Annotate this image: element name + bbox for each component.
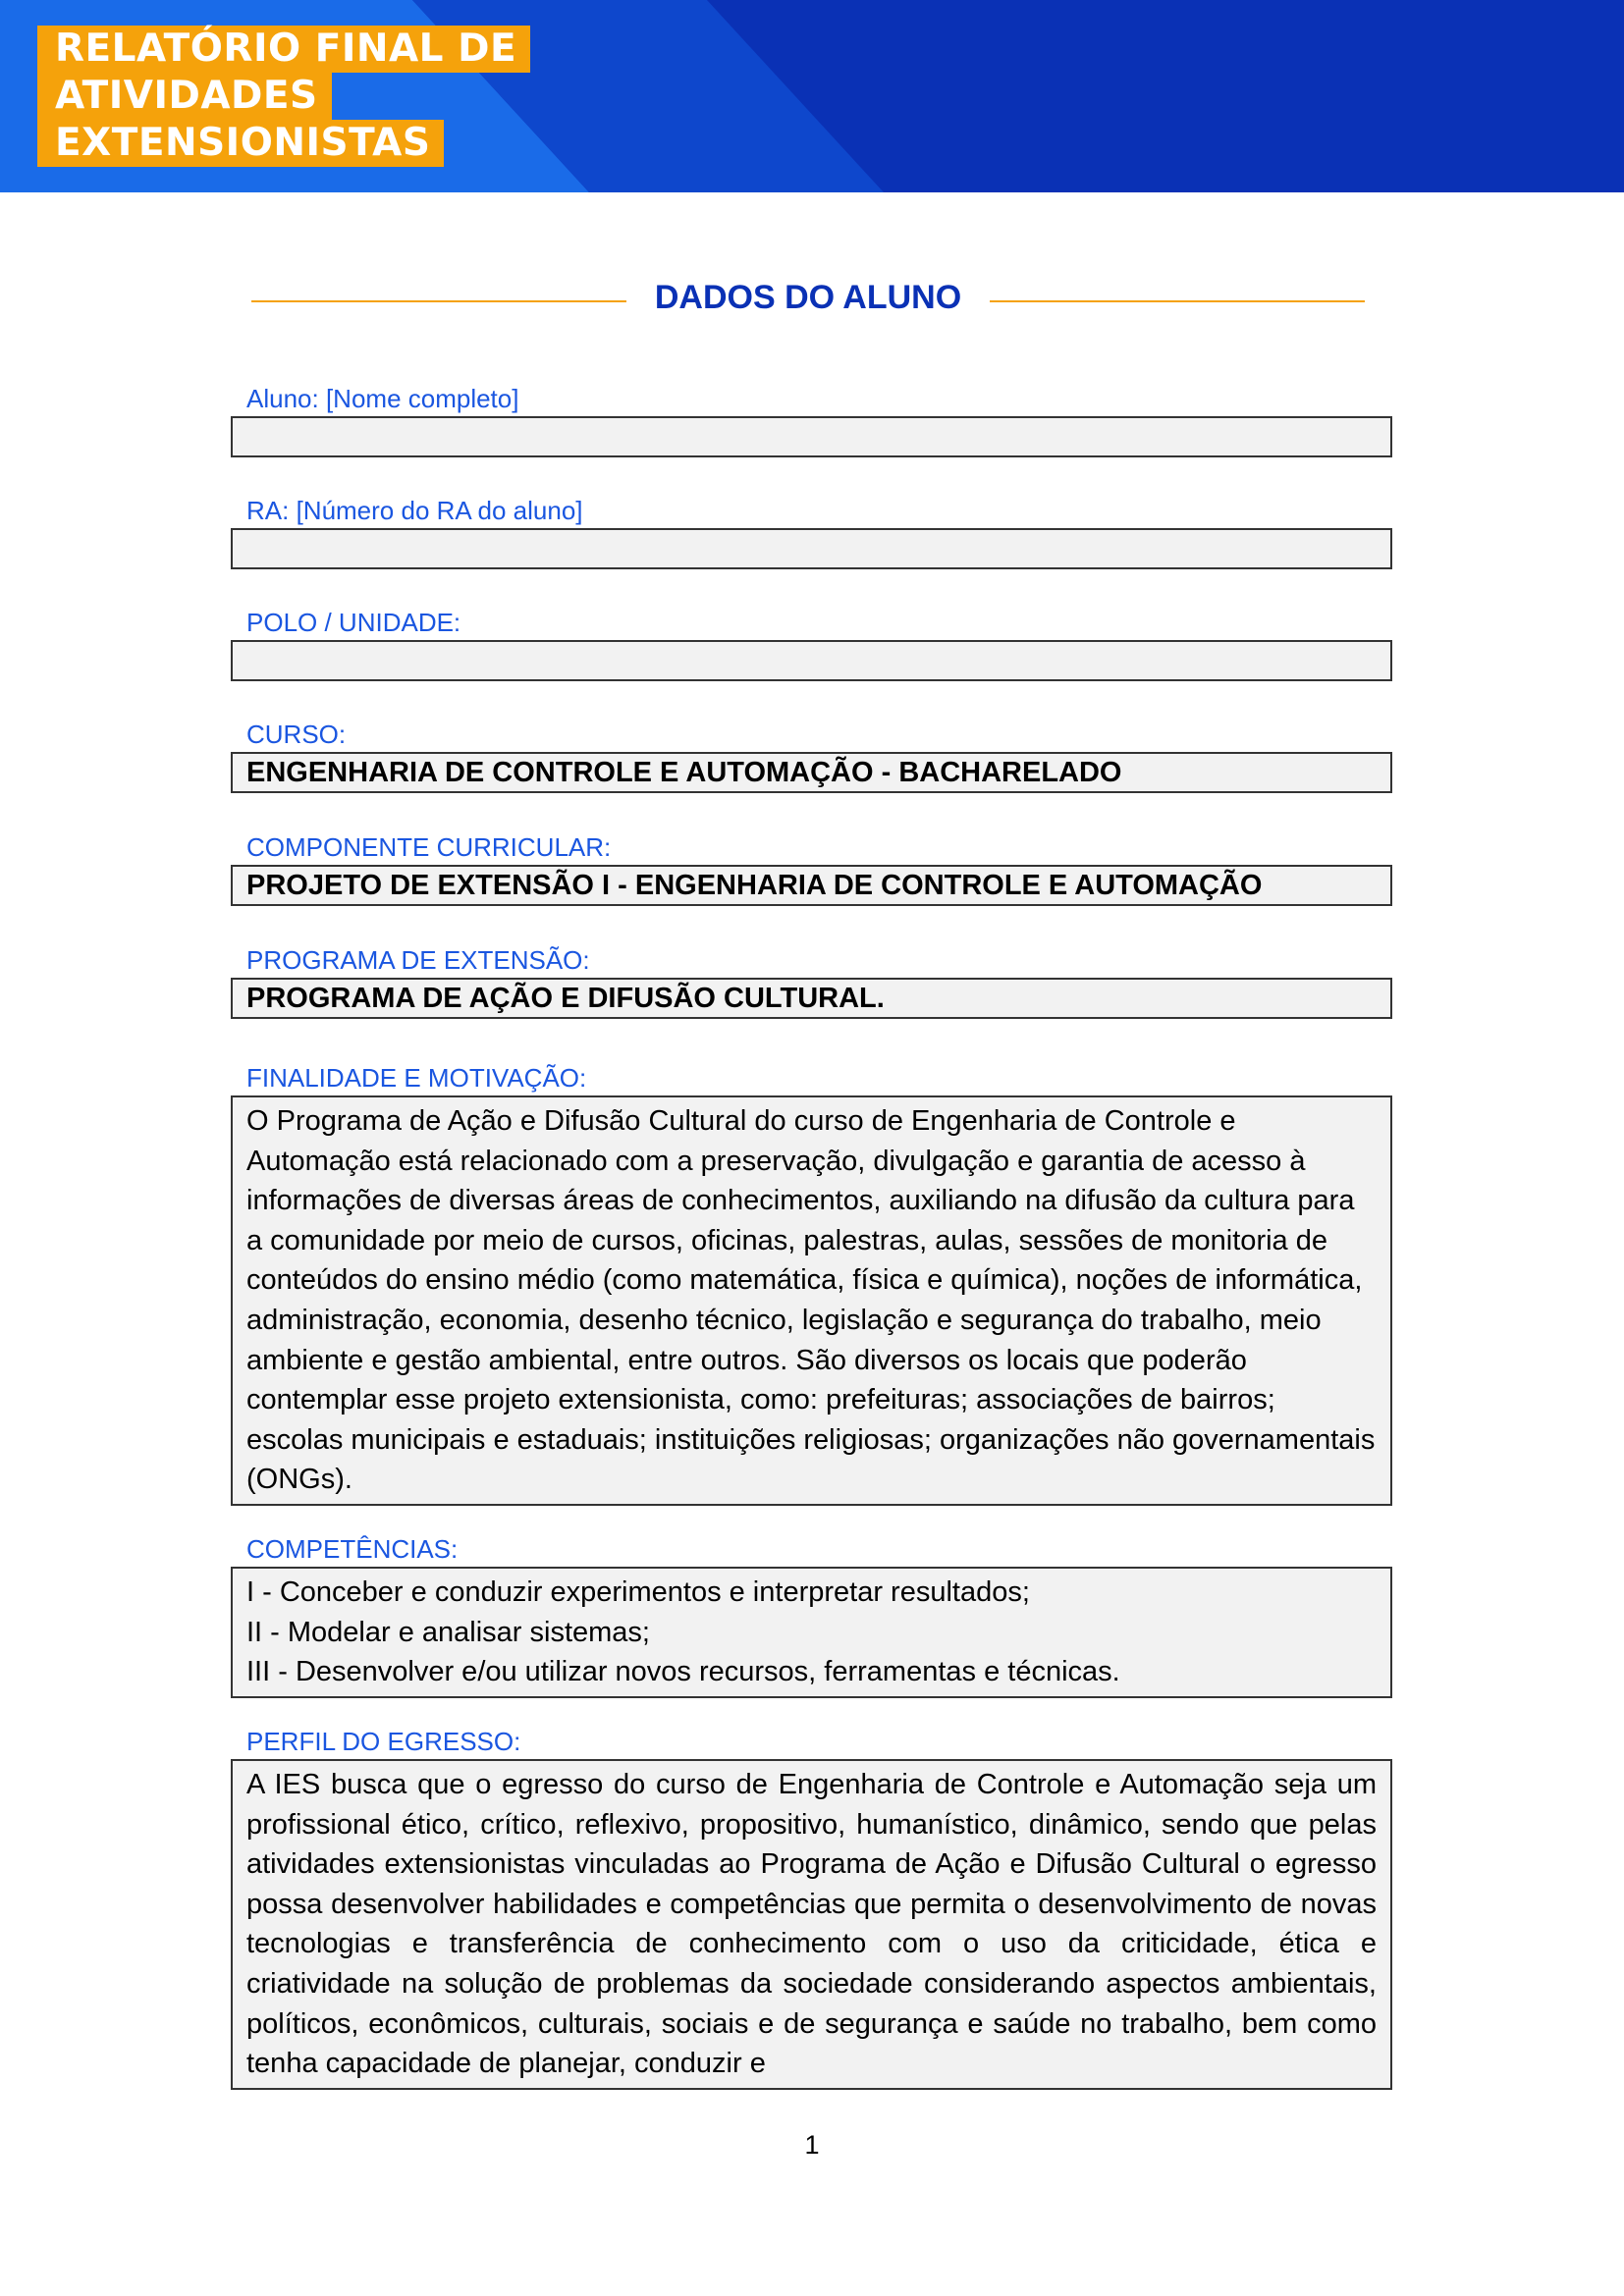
perfil-label: PERFIL DO EGRESSO:: [246, 1727, 521, 1756]
field-perfil: [231, 1724, 1392, 2090]
report-title-line-2: ATIVIDADES: [37, 73, 332, 120]
programa-label: PROGRAMA DE EXTENSÃO:: [246, 945, 590, 975]
header-banner: [0, 0, 1624, 192]
polo-input[interactable]: [231, 640, 1392, 681]
competencia-item-2: II - Modelar e analisar sistemas;: [246, 1616, 650, 1648]
programa-value: PROGRAMA DE AÇÃO E DIFUSÃO CULTURAL.: [231, 978, 1392, 1019]
polo-label: POLO / UNIDADE:: [246, 608, 461, 637]
field-programa: [231, 942, 1392, 1019]
field-finalidade: [231, 1060, 1392, 1506]
report-title-line-1: RELATÓRIO FINAL DE: [37, 26, 530, 73]
competencias-list: [231, 1567, 1392, 1698]
competencias-label: COMPETÊNCIAS:: [246, 1534, 459, 1564]
finalidade-label: FINALIDADE E MOTIVAÇÃO:: [246, 1063, 587, 1093]
aluno-input[interactable]: [231, 416, 1392, 457]
field-competencias: [231, 1531, 1392, 1698]
curso-value: ENGENHARIA DE CONTROLE E AUTOMAÇÃO - BACHARELADO: [231, 752, 1392, 793]
curso-label: CURSO:: [246, 720, 347, 749]
competencia-item-3: III - Desenvolver e/ou utilizar novos recursos, ferramentas e técnicas.: [246, 1656, 1120, 1688]
report-title: [37, 26, 530, 167]
competencia-item-1: I - Conceber e conduzir experimentos e interpretar resultados;: [246, 1576, 1030, 1608]
field-curso: [231, 717, 1392, 793]
finalidade-text: O Programa de Ação e Difusão Cultural do curso de Engenharia de Controle e Automação está relacionado com a preservação, divulgação e garantia de acesso à informações de diversas áreas de conhecimentos, auxiliando na difusão da cultura para a comunidade por meio de cursos, oficinas, palestras, aulas, sessões de monitoria de conteúdos do ensino médio (como matemática, física e química), noções de informática, administração, economia, desenho técnico, legislação e segurança do trabalho, meio ambiente e gestão ambiental, entre outros. São diversos os locais que poderão contemplar esse projeto extensionista, como: prefeituras; associações de bairros; escolas municipais e estaduais; instituições religiosas; organizações não governamentais (ONGs).: [231, 1095, 1392, 1506]
perfil-text: A IES busca que o egresso do curso de Engenharia de Controle e Automação seja um profissional ético, crítico, reflexivo, propositivo, humanístico, dinâmico, sendo que pelas atividades extensionistas vinculadas ao Programa de Ação e Difusão Cultural o egresso possa desenvolver habilidades e competências que permita o desenvolvimento de novas tecnologias e transferência de conhecimento com o uso da criticidade, ética e criatividade na solução de problemas da sociedade considerando aspectos ambientais, políticos, econômicos, culturais, sociais e de segurança e saúde no trabalho, bem como tenha capacidade de planejar, conduzir e: [231, 1759, 1392, 2090]
section-heading: [251, 275, 1365, 324]
field-ra: [231, 493, 1392, 569]
ra-label: RA: [Número do RA do aluno]: [246, 496, 583, 525]
field-componente: [231, 829, 1392, 906]
heading-rule-right: [990, 300, 1365, 302]
page-number: 1: [804, 2130, 820, 2160]
ra-input[interactable]: [231, 528, 1392, 569]
aluno-label: Aluno: [Nome completo]: [246, 384, 519, 413]
report-title-line-3: EXTENSIONISTAS: [37, 120, 444, 167]
componente-value: PROJETO DE EXTENSÃO I - ENGENHARIA DE CONTROLE E AUTOMAÇÃO: [231, 865, 1392, 906]
componente-label: COMPONENTE CURRICULAR:: [246, 832, 612, 862]
section-title: DADOS DO ALUNO: [654, 279, 962, 316]
field-polo: [231, 605, 1392, 681]
field-aluno: [231, 381, 1392, 457]
